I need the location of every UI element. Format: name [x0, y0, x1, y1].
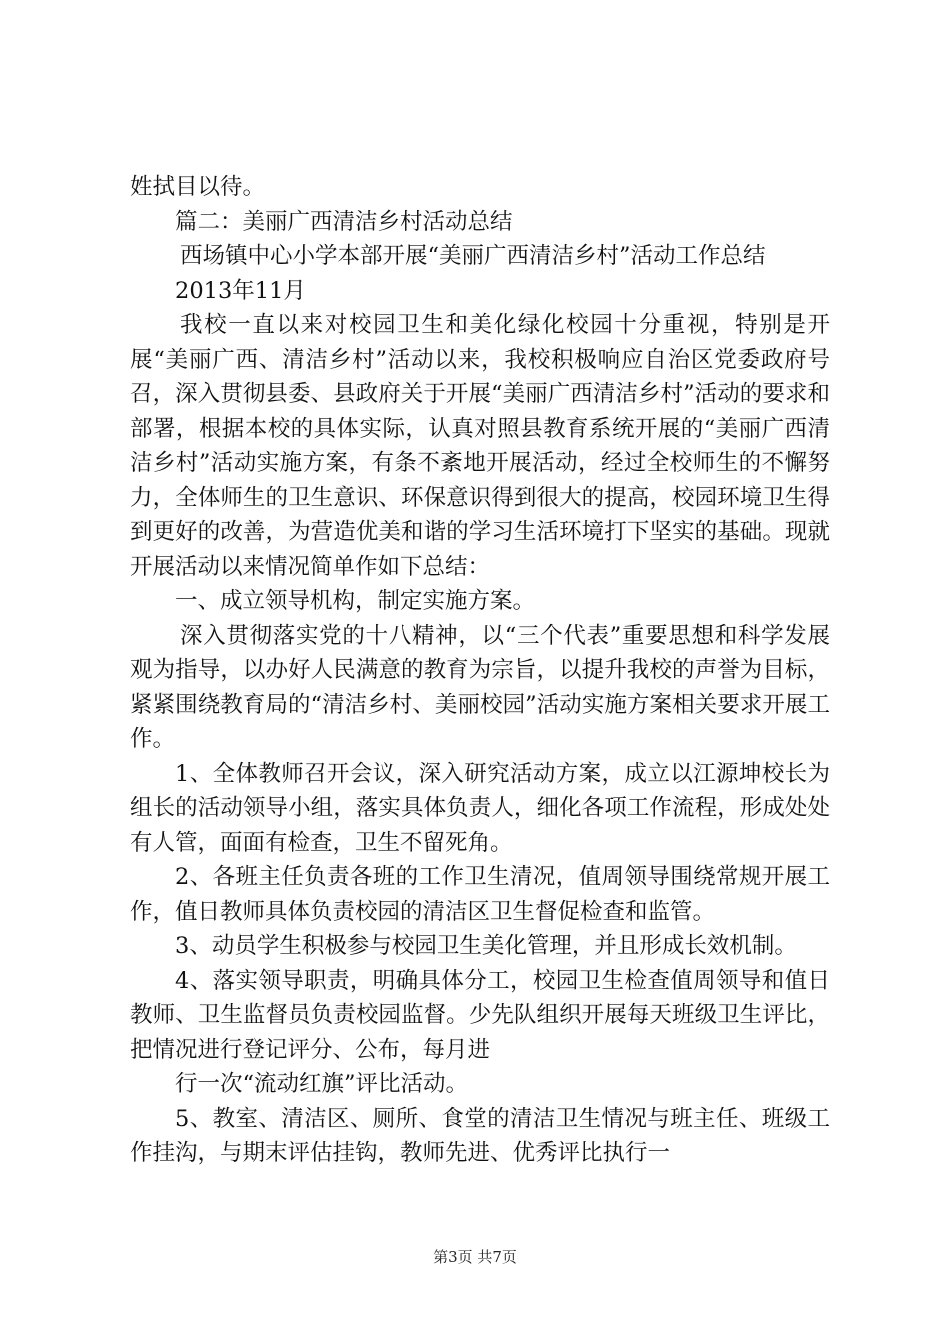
- list-item-4-continued: 行一次“流动红旗”评比活动。: [175, 1071, 469, 1097]
- list-item-3: 3、动员学生积极参与校园卫生美化管理，并且形成长效机制。: [175, 933, 797, 959]
- list-item-5: 5、教室、清洁区、厕所、食堂的清洁卫生情况与班主任、班级工作挂沟，与期末评估挂钩，教师先进、优秀评比执行一: [130, 1105, 830, 1166]
- subheading-one: 一、成立领导机构，制定实施方案。: [175, 588, 536, 614]
- section-heading: 篇二：美丽广西清洁乡村活动总结: [175, 208, 513, 235]
- document-body: [130, 170, 830, 1171]
- document-date: 2013年11月: [175, 277, 306, 304]
- paragraph-continuation: 姓拭目以待。: [130, 174, 266, 200]
- list-item-4: 4、落实领导职责，明确具体分工，校园卫生检查值周领导和值日教师、卫生监督员负责校园监督。少先队组织开展每天班级卫生评比，把情况进行登记评分、公布，每月进: [130, 967, 830, 1063]
- list-item-2: 2、各班主任负责各班的工作卫生清况，值周领导围绕常规开展工作，值日教师具体负责校园的清洁区卫生督促检查和监管。: [130, 864, 830, 925]
- paragraph-guideline: 深入贯彻落实党的十八精神，以“三个代表”重要思想和科学发展观为指导，以办好人民满意的教育为宗旨，以提升我校的声誉为目标，紧紧围绕教育局的“清洁乡村、美丽校园”活动实施方案相关要求开展工作。: [130, 622, 830, 752]
- page-number: 第3页 共7页: [433, 1248, 517, 1266]
- paragraph-intro: 我校一直以来对校园卫生和美化绿化校园十分重视，特别是开展“美丽广西、清洁乡村”活动以来，我校积极响应自治区党委政府号召，深入贯彻县委、县政府关于开展“美丽广西清洁乡村”活动的要求和部署，根据本校的具体实际，认真对照县教育系统开展的“美丽广西清洁乡村”活动实施方案，有条不紊地开展活动，经过全校师生的不懈努力，全体师生的卫生意识、环保意识得到很大的提高，校园环境卫生得到更好的改善，为营造优美和谐的学习生活环境打下坚实的基础。现就开展活动以来情况简单作如下总结：: [130, 312, 830, 580]
- list-item-1: 1、全体教师召开会议，深入研究活动方案，成立以江源坤校长为组长的活动领导小组，落实具体负责人，细化各项工作流程，形成处处有人管，面面有检查，卫生不留死角。: [130, 760, 830, 856]
- document-title: 西场镇中心小学本部开展“美丽广西清洁乡村”活动工作总结: [180, 243, 766, 269]
